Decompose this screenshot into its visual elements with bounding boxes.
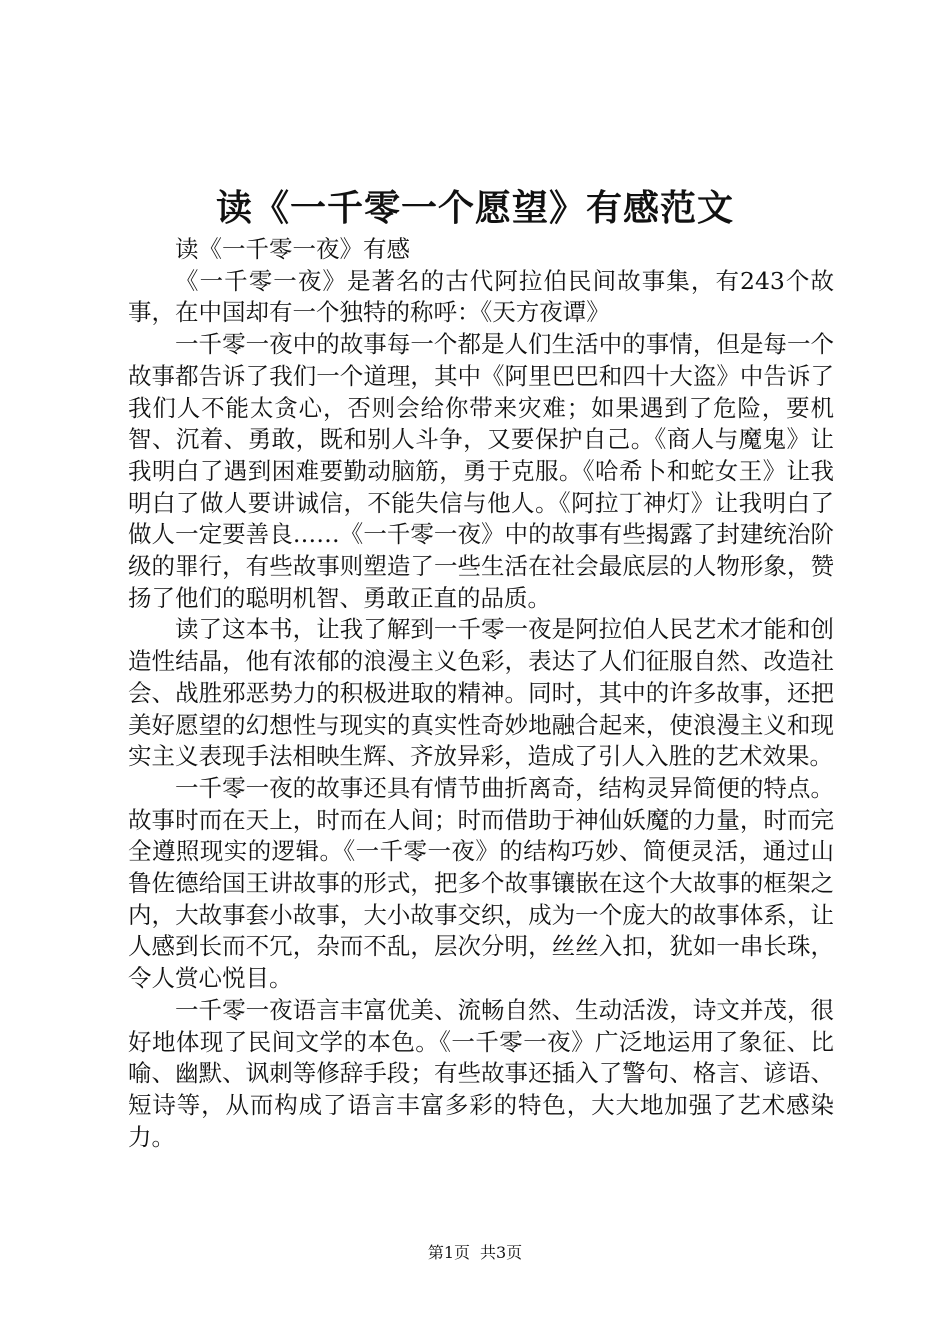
document-body <box>128 234 834 1153</box>
paragraph-intro: 《一千零一夜》是著名的古代阿拉伯民间故事集，有243个故事，在中国却有一个独特的称呼：《天方夜谭》 <box>128 266 834 327</box>
page-footer <box>0 1241 950 1265</box>
page-total: 共3页 <box>480 1243 523 1262</box>
paragraph-subtitle: 读《一千零一夜》有感 <box>175 235 410 263</box>
paragraph-art: 读了这本书，让我了解到一千零一夜是阿拉伯人民艺术才能和创造性结晶，他有浓郁的浪漫主义色彩，表达了人们征服自然、改造社会、战胜邪恶势力的积极进取的精神。同时，其中的许多故事，还把美好愿望的幻想性与现实的真实性奇妙地融合起来，使浪漫主义和现实主义表现手法相映生辉、齐放异彩，造成了引人入胜的艺术效果。 <box>128 615 834 771</box>
paragraph-stories: 一千零一夜中的故事每一个都是人们生活中的事情，但是每一个故事都告诉了我们一个道理，其中《阿里巴巴和四十大盗》中告诉了我们人不能太贪心，否则会给你带来灾难；如果遇到了危险，要机智、沉着、勇敢，既和别人斗争，又要保护自己。《商人与魔鬼》让我明白了遇到困难要勤动脑筋，勇于克服。《哈希卜和蛇女王》让我明白了做人要讲诚信，不能失信与他人。《阿拉丁神灯》让我明白了做人一定要善良……《一千零一夜》中的故事有些揭露了封建统治阶级的罪行，有些故事则塑造了一些生活在社会最底层的人物形象，赞扬了他们的聪明机智、勇敢正直的品质。 <box>128 330 834 612</box>
document-title: 读《一千零一个愿望》有感范文 <box>215 187 734 229</box>
page-number: 第1页 <box>427 1243 470 1262</box>
paragraph-structure: 一千零一夜的故事还具有情节曲折离奇，结构灵异简便的特点。故事时而在天上，时而在人间；时而借助于神仙妖魔的力量，时而完全遵照现实的逻辑。《一千零一夜》的结构巧妙、简便灵活，通过山鲁佐德给国王讲故事的形式，把多个故事镶嵌在这个大故事的框架之内，大故事套小故事，大小故事交织，成为一个庞大的故事体系，让人感到长而不冗，杂而不乱，层次分明，丝丝入扣，犹如一串长珠，令人赏心悦目。 <box>128 773 834 993</box>
paragraph-language: 一千零一夜语言丰富优美、流畅自然、生动活泼，诗文并茂，很好地体现了民间文学的本色。《一千零一夜》广泛地运用了象征、比喻、幽默、讽刺等修辞手段；有些故事还插入了警句、格言、谚语、短诗等，从而构成了语言丰富多彩的特色，大大地加强了艺术感染力。 <box>128 995 834 1151</box>
